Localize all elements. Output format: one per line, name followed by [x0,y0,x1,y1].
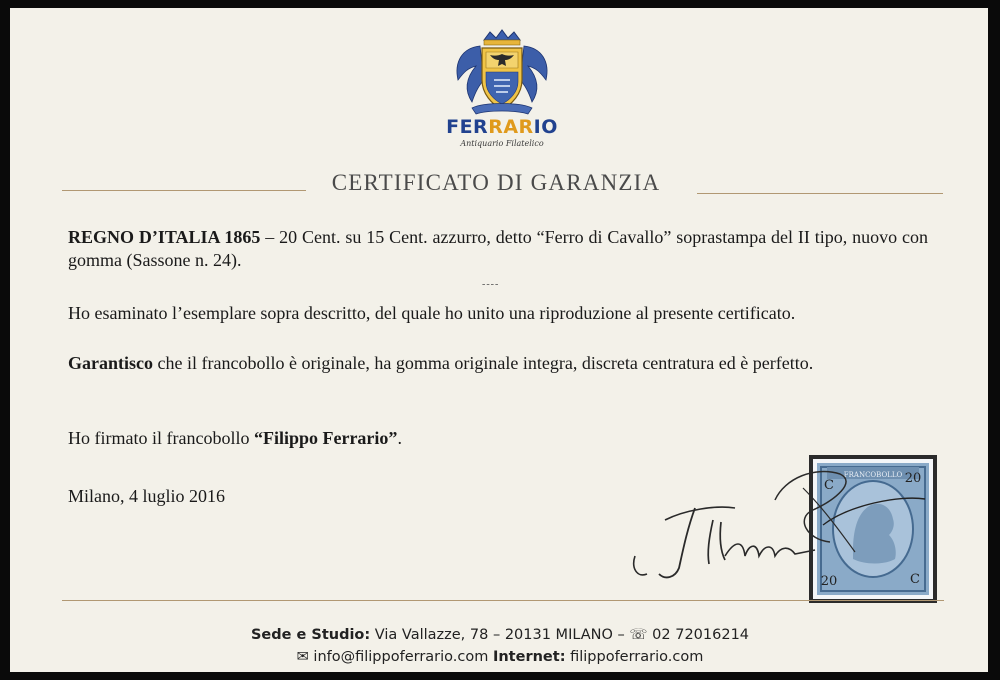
guarantee-label: Garantisco [68,353,153,373]
footer-contacts [0,649,1000,665]
phone-icon: ☏ [629,627,648,643]
title-rule-left [62,190,306,191]
brand-name [438,116,566,138]
footer-address-label: Sede e Studio: [250,627,371,643]
mail-icon: ✉ [296,649,309,665]
certificate-title: CERTIFICATO DI GARANZIA [331,170,661,195]
stamp-value-bottom: 20 [820,574,838,589]
coat-of-arms-logo [450,28,554,118]
separator: ---- [482,279,500,290]
place-date: Milano, 4 luglio 2016 [68,486,225,506]
title-rule-right [697,193,943,194]
footer-rule [62,600,944,601]
footer-internet-label: Internet: [492,649,566,665]
brand-part-1: FER [446,116,489,138]
brand-tagline: Antiquario Filatelico [460,139,544,148]
item-title: REGNO D’ITALIA 1865 [68,227,261,247]
footer-address [0,627,1000,643]
stamp-letter-bottom: C [910,572,920,587]
stamp-value-top: 20 [904,471,922,486]
guarantee-text: che il francobollo è originale, ha gomma originale integra, discreta centratura ed è perfetto. [153,353,814,373]
footer-website: filippoferrario.com [565,649,704,665]
guarantee-paragraph [68,352,928,375]
signer-name: “Filippo Ferrario” [253,428,398,448]
stamp-band-text: FRANCOBOLLO [843,471,903,479]
item-details: – 20 Cent. su 15 Cent. azzurro, detto “Ferro di Cavallo” soprastampa del II tipo, nuovo con gomma (Sassone n. 24). [68,227,928,270]
footer-phone: 02 72016214 [647,627,750,643]
stamp-letter-top: C [824,478,834,493]
footer-address-text: Via Vallazze, 78 – 20131 MILANO – [370,627,630,643]
signed-paragraph: Ho firmato il francobollo “Filippo Ferrario”. [68,428,402,448]
examination-paragraph: Ho esaminato l’esemplare sopra descritto, del quale ho unito una riproduzione al presente certificato. [68,303,796,323]
signed-text: Ho firmato il francobollo [68,428,254,448]
item-description [68,226,928,272]
footer-email: info@filippoferrario.com [308,649,493,665]
brand-part-2: RAR [488,116,534,138]
handwritten-signature [625,460,875,585]
brand-part-3: IO [533,116,558,138]
